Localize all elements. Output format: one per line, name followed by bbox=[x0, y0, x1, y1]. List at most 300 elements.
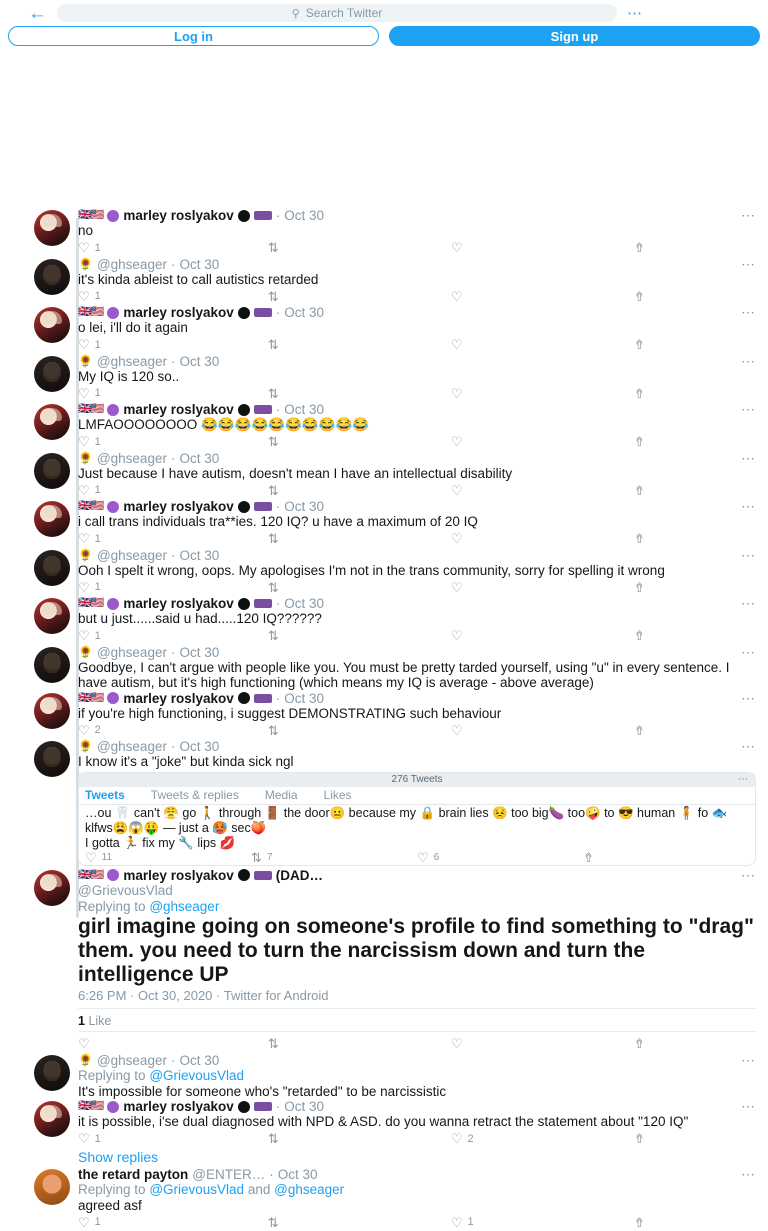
retweet-icon: ⇅ bbox=[268, 581, 279, 594]
retweet-icon: ⇅ bbox=[268, 484, 279, 497]
heart-icon: ♡ bbox=[451, 629, 463, 642]
retweet-icon: ⇅ bbox=[268, 724, 279, 737]
share-icon: ⇮ bbox=[634, 629, 645, 642]
dot-separator: · bbox=[171, 451, 176, 466]
share-icon: ⇮ bbox=[634, 338, 645, 351]
retweet-action[interactable] bbox=[268, 724, 451, 737]
focus-tweet-text: girl imagine going on someone's profile to find something to "drag" them. you need to turn the narcissism down and turn the intelligence UP bbox=[78, 915, 756, 987]
retweet-action[interactable] bbox=[268, 1216, 451, 1229]
avatar[interactable] bbox=[34, 647, 70, 683]
reply-action[interactable] bbox=[78, 387, 268, 400]
timestamp: Oct 30 bbox=[179, 739, 219, 754]
reply-action[interactable] bbox=[78, 484, 268, 497]
show-replies-link[interactable]: Show replies bbox=[78, 1148, 756, 1167]
reply-action[interactable] bbox=[78, 724, 268, 737]
tweet-item[interactable] bbox=[0, 499, 768, 548]
reply-action[interactable] bbox=[78, 338, 268, 351]
like-action[interactable] bbox=[451, 724, 634, 737]
share-icon: ⇮ bbox=[634, 387, 645, 400]
tweet-text: but u just......said u had.....120 IQ?????? bbox=[78, 611, 756, 627]
flag-icon: 🇬🇧🇺🇸 bbox=[78, 402, 103, 417]
avatar[interactable] bbox=[34, 741, 70, 777]
avatar[interactable] bbox=[34, 1169, 70, 1205]
avatar[interactable] bbox=[34, 1055, 70, 1091]
reply-icon: ♡︎ bbox=[78, 387, 90, 400]
like-action[interactable] bbox=[451, 1132, 634, 1145]
share-icon: ⇮ bbox=[634, 581, 645, 594]
reply-action[interactable] bbox=[85, 851, 251, 864]
tweet-item[interactable] bbox=[0, 1167, 768, 1231]
handle: @ENTER… bbox=[192, 1167, 265, 1182]
back-arrow-icon[interactable]: ← bbox=[10, 4, 47, 23]
retweet-action[interactable] bbox=[268, 435, 451, 448]
reply-item[interactable] bbox=[0, 1099, 768, 1167]
more-dots-icon[interactable]: ⋯ bbox=[738, 774, 749, 785]
dot-separator: · bbox=[276, 1099, 281, 1114]
like-action[interactable] bbox=[451, 1216, 634, 1229]
display-name: the retard payton bbox=[78, 1167, 188, 1182]
retweet-icon: ⇅ bbox=[268, 338, 279, 351]
share-action[interactable] bbox=[634, 724, 756, 737]
share-action[interactable] bbox=[634, 532, 756, 545]
replying-prefix: Replying to bbox=[78, 1182, 146, 1197]
heart-icon: ♡ bbox=[451, 241, 463, 254]
like-count: 1 bbox=[468, 1216, 474, 1228]
reply-count: 1 bbox=[95, 484, 101, 496]
tweet-text: o lei, i'll do it again bbox=[78, 320, 756, 336]
avatar[interactable] bbox=[34, 259, 70, 295]
divider bbox=[78, 1008, 756, 1009]
more-dots-icon[interactable]: ⋯ bbox=[741, 208, 756, 223]
share-icon: ⇮ bbox=[634, 1037, 645, 1050]
login-button[interactable]: Log in bbox=[8, 26, 379, 46]
badge-icon bbox=[107, 307, 119, 319]
display-name: @ghseager bbox=[97, 645, 167, 660]
reply-action[interactable] bbox=[78, 1132, 268, 1145]
tweet-item[interactable] bbox=[0, 548, 768, 597]
display-name: @ghseager bbox=[97, 354, 167, 369]
reply-count: 1 bbox=[95, 581, 101, 593]
heart-icon: ♡ bbox=[451, 532, 463, 545]
reply-count: 1 bbox=[95, 1133, 101, 1145]
card-header bbox=[79, 773, 755, 787]
more-dots-icon[interactable]: ⋯ bbox=[741, 257, 756, 272]
badge-icon bbox=[254, 211, 272, 220]
retweet-action[interactable] bbox=[268, 241, 451, 254]
avatar[interactable] bbox=[34, 1101, 70, 1137]
more-dots-icon[interactable]: ⋯ bbox=[741, 1099, 756, 1114]
share-action[interactable] bbox=[634, 1132, 756, 1145]
retweet-icon: ⇅ bbox=[268, 629, 279, 642]
tweet-header bbox=[78, 691, 756, 706]
tweet-actions bbox=[78, 481, 756, 499]
reply-count: 1 bbox=[95, 290, 101, 302]
retweet-action[interactable] bbox=[268, 1132, 451, 1145]
tweet-item[interactable] bbox=[0, 739, 768, 868]
more-dots-icon[interactable]: ⋯ bbox=[741, 645, 756, 660]
sunflower-icon: 🌻 bbox=[78, 451, 93, 466]
timestamp: Oct 30 bbox=[179, 451, 219, 466]
focus-tweet[interactable] bbox=[0, 868, 768, 1053]
share-action[interactable] bbox=[634, 387, 756, 400]
reply-count: 2 bbox=[95, 724, 101, 736]
flag-icon: 🇬🇧🇺🇸 bbox=[78, 596, 103, 611]
heart-icon: ♡ bbox=[451, 1037, 463, 1050]
tweet-item[interactable] bbox=[0, 305, 768, 354]
reply-action[interactable] bbox=[78, 581, 268, 594]
heart-icon: ♡ bbox=[451, 387, 463, 400]
timestamp: Oct 30 bbox=[179, 548, 219, 563]
badge-icon bbox=[238, 1101, 250, 1113]
tweet-text: it is possible, i'se dual diagnosed with NPD & ASD. do you wanna retract the statement about "120 IQ" bbox=[78, 1114, 756, 1130]
reply-icon: ♡︎ bbox=[78, 724, 90, 737]
heart-icon: ♡ bbox=[451, 1216, 463, 1229]
avatar[interactable] bbox=[34, 550, 70, 586]
retweet-action[interactable] bbox=[268, 532, 451, 545]
badge-icon bbox=[238, 404, 250, 416]
retweet-action[interactable] bbox=[268, 629, 451, 642]
reply-count: 1 bbox=[95, 339, 101, 351]
more-dots-icon[interactable]: ⋯ bbox=[741, 305, 756, 320]
more-dots-icon[interactable]: ⋯ bbox=[741, 451, 756, 466]
reply-action[interactable] bbox=[78, 241, 268, 254]
retweet-action[interactable] bbox=[268, 581, 451, 594]
flag-icon: 🇬🇧🇺🇸 bbox=[78, 305, 103, 320]
share-icon: ⇮ bbox=[583, 851, 594, 864]
badge-icon bbox=[254, 1102, 272, 1111]
tweet-item[interactable] bbox=[0, 354, 768, 403]
badge-icon bbox=[254, 599, 272, 608]
replying-handle-1[interactable]: @GrievousVlad bbox=[149, 1182, 244, 1197]
tab-likes[interactable]: Likes bbox=[324, 788, 352, 802]
reply-count: 1 bbox=[95, 242, 101, 254]
sunflower-icon: 🌻 bbox=[78, 354, 93, 369]
sunflower-icon: 🌻 bbox=[78, 645, 93, 660]
tweet-header bbox=[78, 548, 756, 563]
avatar[interactable] bbox=[34, 210, 70, 246]
tweet-text: if you're high functioning, i suggest DEMONSTRATING such behaviour bbox=[78, 706, 756, 722]
tab-tweets[interactable]: Tweets bbox=[85, 788, 125, 802]
share-icon: ⇮ bbox=[634, 484, 645, 497]
reply-icon: ♡︎ bbox=[78, 290, 90, 303]
display-name: @ghseager bbox=[97, 451, 167, 466]
retweet-icon: ⇅ bbox=[268, 387, 279, 400]
retweet-icon: ⇅ bbox=[268, 532, 279, 545]
badge-icon bbox=[254, 694, 272, 703]
reply-icon: ♡︎ bbox=[78, 581, 90, 594]
share-icon: ⇮ bbox=[634, 724, 645, 737]
share-action[interactable] bbox=[634, 290, 756, 303]
retweet-action[interactable] bbox=[251, 851, 417, 864]
tweet-actions bbox=[78, 1130, 756, 1148]
tweet-actions bbox=[78, 721, 756, 739]
like-action[interactable] bbox=[451, 435, 634, 448]
quoted-tweet-card[interactable] bbox=[78, 772, 756, 866]
like-action[interactable] bbox=[451, 581, 634, 594]
reply-action[interactable] bbox=[78, 290, 268, 303]
like-action[interactable] bbox=[451, 532, 634, 545]
signup-button[interactable]: Sign up bbox=[389, 26, 760, 46]
replying-prefix: Replying to bbox=[78, 899, 146, 914]
share-action[interactable] bbox=[634, 629, 756, 642]
divider bbox=[78, 1031, 756, 1032]
reply-icon: ♡︎ bbox=[78, 629, 90, 642]
share-icon: ⇮ bbox=[634, 532, 645, 545]
more-dots-icon[interactable]: ⋯ bbox=[741, 548, 756, 563]
focus-handle[interactable]: @GrievousVlad bbox=[78, 883, 756, 899]
badge-icon bbox=[107, 404, 119, 416]
like-action[interactable] bbox=[451, 338, 634, 351]
tweet-header bbox=[78, 354, 756, 369]
reply-icon: ♡︎ bbox=[78, 241, 90, 254]
heart-icon: ♡ bbox=[417, 851, 429, 864]
replying-to-line bbox=[78, 899, 756, 915]
avatar[interactable] bbox=[34, 404, 70, 440]
retweet-action[interactable] bbox=[268, 387, 451, 400]
badge-icon bbox=[238, 501, 250, 513]
retweet-icon: ⇅ bbox=[268, 1132, 279, 1145]
reply-icon: ♡︎ bbox=[78, 1216, 90, 1229]
heart-icon: ♡ bbox=[451, 290, 463, 303]
retweet-icon: ⇅ bbox=[251, 851, 262, 864]
timestamp: Oct 30 bbox=[284, 499, 324, 514]
replying-handle[interactable]: @ghseager bbox=[149, 899, 219, 914]
tweet-count-label: 276 Tweets bbox=[392, 774, 443, 785]
display-name: @ghseager bbox=[97, 548, 167, 563]
display-name: @ghseager bbox=[97, 739, 167, 754]
flag-icon: 🇬🇧🇺🇸 bbox=[78, 208, 103, 223]
more-dots-icon[interactable]: ⋯ bbox=[741, 402, 756, 417]
tweet-item[interactable] bbox=[0, 596, 768, 645]
reply-count: 11 bbox=[102, 852, 112, 863]
share-action[interactable] bbox=[634, 1216, 756, 1229]
tweet-header bbox=[78, 1099, 756, 1114]
more-dots-icon[interactable]: ⋯ bbox=[627, 4, 651, 22]
avatar[interactable] bbox=[34, 598, 70, 634]
reply-count: 1 bbox=[95, 533, 101, 545]
reply-action[interactable] bbox=[78, 629, 268, 642]
like-count: 1 bbox=[78, 1014, 85, 1028]
dot-separator: · bbox=[276, 402, 281, 417]
display-name: marley roslyakov bbox=[123, 305, 233, 320]
badge-icon bbox=[107, 210, 119, 222]
more-dots-icon[interactable]: ⋯ bbox=[741, 354, 756, 369]
tab-tweets-and-replies[interactable]: Tweets & replies bbox=[151, 788, 239, 802]
tweet-actions bbox=[78, 433, 756, 451]
avatar[interactable] bbox=[34, 870, 70, 906]
retweet-icon: ⇅ bbox=[268, 435, 279, 448]
timestamp: Oct 30 bbox=[284, 691, 324, 706]
retweet-icon: ⇅ bbox=[268, 1037, 279, 1050]
tweet-actions bbox=[78, 530, 756, 548]
share-icon: ⇮ bbox=[634, 1132, 645, 1145]
share-icon: ⇮ bbox=[634, 290, 645, 303]
like-summary bbox=[78, 1012, 756, 1028]
reply-icon: ♡︎ bbox=[85, 851, 97, 864]
badge-icon bbox=[254, 405, 272, 414]
like-label: Like bbox=[88, 1014, 111, 1028]
replying-and: and bbox=[248, 1182, 271, 1197]
badge-icon bbox=[254, 871, 272, 880]
tweet-actions bbox=[78, 336, 756, 354]
retweet-action[interactable] bbox=[268, 338, 451, 351]
tweet-item[interactable] bbox=[0, 451, 768, 500]
reply-action[interactable] bbox=[78, 435, 268, 448]
like-action[interactable] bbox=[451, 1037, 634, 1050]
sunflower-icon: 🌻 bbox=[78, 257, 93, 272]
more-dots-icon[interactable]: ⋯ bbox=[741, 596, 756, 611]
replying-prefix: Replying to bbox=[78, 1068, 146, 1083]
badge-icon bbox=[238, 692, 250, 704]
share-action[interactable] bbox=[634, 338, 756, 351]
dot-separator: · bbox=[276, 305, 281, 320]
reply-icon: ♡︎ bbox=[78, 1132, 90, 1145]
more-dots-icon[interactable]: ⋯ bbox=[741, 739, 756, 754]
more-dots-icon[interactable]: ⋯ bbox=[741, 1167, 756, 1182]
display-name: marley roslyakov bbox=[123, 868, 233, 883]
like-action[interactable] bbox=[451, 387, 634, 400]
retweet-count: 7 bbox=[267, 852, 273, 863]
reply-count: 1 bbox=[95, 387, 101, 399]
display-name: marley roslyakov bbox=[123, 691, 233, 706]
reply-icon: ♡︎ bbox=[78, 338, 90, 351]
more-dots-icon[interactable]: ⋯ bbox=[741, 691, 756, 706]
badge-icon bbox=[238, 210, 250, 222]
sunflower-icon: 🌻 bbox=[78, 548, 93, 563]
tweet-header bbox=[78, 645, 756, 660]
tweet-text: it's kinda ableist to call autistics retarded bbox=[78, 272, 756, 288]
tweet-text: I know it's a "joke" but kinda sick ngl bbox=[78, 754, 756, 770]
reply-count: 1 bbox=[95, 1216, 101, 1228]
display-name: marley roslyakov bbox=[123, 208, 233, 223]
more-dots-icon[interactable]: ⋯ bbox=[741, 1053, 756, 1068]
like-action[interactable] bbox=[417, 851, 583, 864]
flag-icon: 🇬🇧🇺🇸 bbox=[78, 499, 103, 514]
tweet-header bbox=[78, 1053, 756, 1068]
share-action[interactable] bbox=[634, 1037, 756, 1050]
tweet-item[interactable] bbox=[0, 691, 768, 740]
replying-handle-2[interactable]: @ghseager bbox=[274, 1182, 344, 1197]
timestamp: Oct 30 bbox=[284, 1099, 324, 1114]
retweet-action[interactable] bbox=[268, 484, 451, 497]
dot-separator: · bbox=[171, 257, 176, 272]
replying-to-line bbox=[78, 1068, 756, 1084]
tweet-actions bbox=[78, 384, 756, 402]
more-dots-icon[interactable]: ⋯ bbox=[741, 499, 756, 514]
share-action[interactable] bbox=[583, 851, 749, 864]
reply-action[interactable] bbox=[78, 1216, 268, 1229]
timestamp: Oct 30 bbox=[179, 1053, 219, 1068]
reply-count: 1 bbox=[95, 436, 101, 448]
like-action[interactable] bbox=[451, 484, 634, 497]
badge-icon bbox=[107, 692, 119, 704]
display-name: marley roslyakov bbox=[123, 402, 233, 417]
retweet-icon: ⇅ bbox=[268, 1216, 279, 1229]
like-count: 6 bbox=[434, 852, 440, 863]
reply-action[interactable] bbox=[78, 532, 268, 545]
like-action[interactable] bbox=[451, 290, 634, 303]
auth-buttons bbox=[0, 26, 768, 50]
reply-icon: ♡︎ bbox=[78, 532, 90, 545]
timestamp: Oct 30 bbox=[278, 1167, 318, 1182]
dot-separator: · bbox=[171, 645, 176, 660]
avatar[interactable] bbox=[34, 356, 70, 392]
badge-icon bbox=[238, 307, 250, 319]
heart-icon: ♡ bbox=[451, 435, 463, 448]
tweet-header bbox=[78, 402, 756, 417]
search-input[interactable] bbox=[57, 4, 617, 22]
badge-icon bbox=[107, 869, 119, 881]
tweet-actions bbox=[78, 287, 756, 305]
share-icon: ⇮ bbox=[634, 1216, 645, 1229]
replying-to-line bbox=[78, 1182, 756, 1198]
timestamp: Oct 30 bbox=[179, 354, 219, 369]
reply-item[interactable] bbox=[0, 1053, 768, 1100]
tweet-text: i call trans individuals tra**ies. 120 IQ? u have a maximum of 20 IQ bbox=[78, 514, 756, 530]
avatar[interactable] bbox=[34, 693, 70, 729]
tweet-header bbox=[78, 451, 756, 466]
share-action[interactable] bbox=[634, 484, 756, 497]
timestamp: Oct 30 bbox=[179, 645, 219, 660]
tweet-actions bbox=[78, 1213, 756, 1231]
display-name: marley roslyakov bbox=[123, 1099, 233, 1114]
timestamp: Oct 30 bbox=[179, 257, 219, 272]
tweet-actions bbox=[78, 578, 756, 596]
tweet-item[interactable] bbox=[0, 402, 768, 451]
tweet-item[interactable] bbox=[0, 645, 768, 691]
badge-icon bbox=[107, 501, 119, 513]
retweet-action[interactable] bbox=[268, 1037, 451, 1050]
flag-icon: 🇬🇧🇺🇸 bbox=[78, 1099, 103, 1114]
replying-handle[interactable]: @GrievousVlad bbox=[149, 1068, 244, 1083]
reply-icon: ♡︎ bbox=[78, 1037, 90, 1050]
tweet-header bbox=[78, 868, 756, 883]
badge-icon bbox=[107, 1101, 119, 1113]
dot-separator: · bbox=[171, 1053, 176, 1068]
like-action[interactable] bbox=[451, 629, 634, 642]
tweet-header bbox=[78, 1167, 756, 1182]
retweet-icon: ⇅ bbox=[268, 290, 279, 303]
display-name: marley roslyakov bbox=[123, 499, 233, 514]
share-action[interactable] bbox=[634, 435, 756, 448]
like-action[interactable] bbox=[451, 241, 634, 254]
tweet-text: It's impossible for someone who's "retarded" to be narcissistic bbox=[78, 1084, 756, 1100]
flag-icon: 🇬🇧🇺🇸 bbox=[78, 691, 103, 706]
avatar[interactable] bbox=[34, 501, 70, 537]
tweet-text: agreed asf bbox=[78, 1198, 756, 1214]
dot-separator: · bbox=[269, 1167, 274, 1182]
heart-icon: ♡ bbox=[451, 724, 463, 737]
more-dots-icon[interactable]: ⋯ bbox=[741, 868, 756, 883]
reply-icon: ♡︎ bbox=[78, 435, 90, 448]
share-icon: ⇮ bbox=[634, 435, 645, 448]
tweet-text: Goodbye, I can't argue with people like you. You must be pretty tarded yourself, using "u" in every sentence. I have autism, but it's high functioning (which means my IQ is average - above average) bbox=[78, 660, 756, 691]
dot-separator: · bbox=[171, 548, 176, 563]
avatar[interactable] bbox=[34, 307, 70, 343]
share-action[interactable] bbox=[634, 581, 756, 594]
timestamp: Oct 30 bbox=[284, 305, 324, 320]
tab-media[interactable]: Media bbox=[265, 788, 298, 802]
tweet-item[interactable] bbox=[0, 257, 768, 306]
tweet-header bbox=[78, 739, 756, 754]
tweet-item[interactable] bbox=[0, 208, 768, 257]
retweet-action[interactable] bbox=[268, 290, 451, 303]
share-action[interactable] bbox=[634, 241, 756, 254]
reply-action[interactable] bbox=[78, 1037, 268, 1050]
tweet-text: Ooh I spelt it wrong, oops. My apologises I'm not in the trans community, sorry for spelling it wrong bbox=[78, 563, 756, 579]
avatar[interactable] bbox=[34, 453, 70, 489]
timestamp: Oct 30 bbox=[284, 596, 324, 611]
